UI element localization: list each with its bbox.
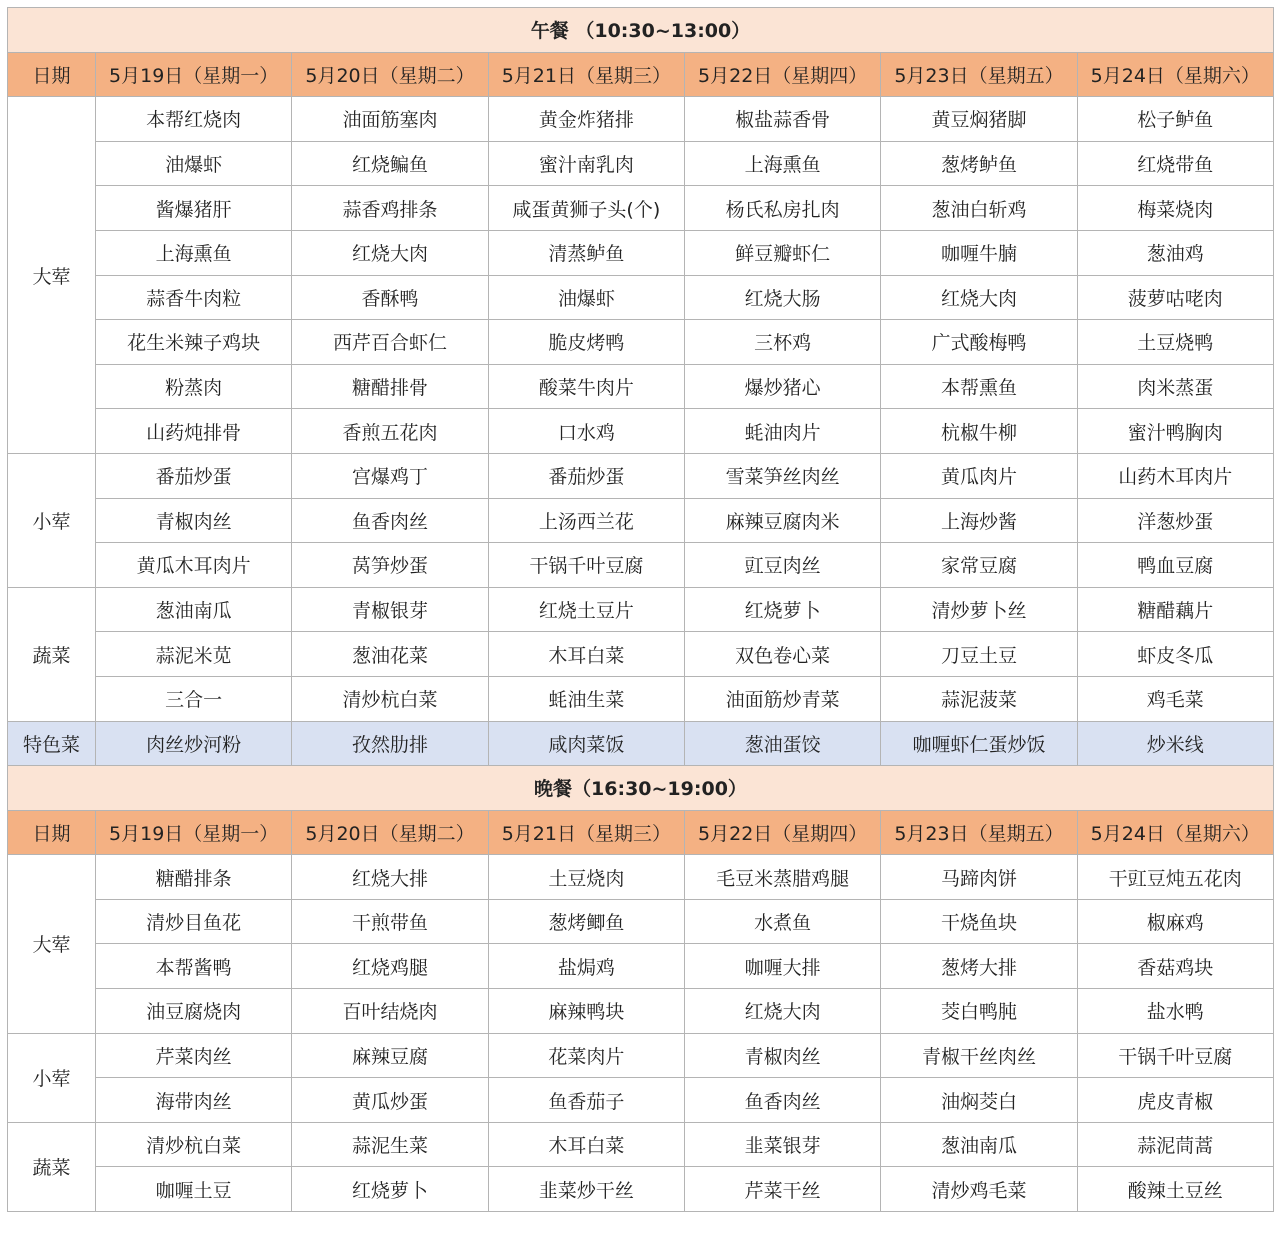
day-header: 5月21日（星期三） — [488, 52, 684, 97]
dish-cell: 木耳白菜 — [488, 1122, 684, 1167]
dish-cell: 清炒目鱼花 — [96, 899, 292, 944]
dish-cell: 盐焗鸡 — [488, 944, 684, 989]
dish-cell: 咖喱土豆 — [96, 1167, 292, 1212]
dish-cell: 梅菜烧肉 — [1077, 186, 1273, 231]
dish-cell: 香煎五花肉 — [292, 409, 488, 454]
dish-row — [8, 1078, 1274, 1123]
dish-cell: 木耳白菜 — [488, 632, 684, 677]
category-label: 大荤 — [8, 97, 96, 454]
dish-cell: 双色卷心菜 — [684, 632, 880, 677]
dish-cell: 本帮红烧肉 — [96, 97, 292, 142]
dish-row — [8, 855, 1274, 900]
dish-cell: 葱烤鲈鱼 — [881, 141, 1077, 186]
dish-cell: 口水鸡 — [488, 409, 684, 454]
dish-cell: 三杯鸡 — [684, 320, 880, 365]
dish-cell: 酸辣土豆丝 — [1077, 1167, 1273, 1212]
dish-cell: 上海熏鱼 — [684, 141, 880, 186]
dish-cell: 青椒干丝肉丝 — [881, 1033, 1077, 1078]
dish-cell: 红烧大肠 — [684, 275, 880, 320]
dish-cell: 三合一 — [96, 676, 292, 721]
dish-cell: 红烧大排 — [292, 855, 488, 900]
dish-cell: 清蒸鲈鱼 — [488, 230, 684, 275]
dish-cell: 广式酸梅鸭 — [881, 320, 1077, 365]
dish-cell: 红烧萝卜 — [292, 1167, 488, 1212]
dish-cell: 山药炖排骨 — [96, 409, 292, 454]
dinner-title-row — [8, 766, 1274, 811]
dish-cell: 红烧大肉 — [292, 230, 488, 275]
category-label: 小荤 — [8, 453, 96, 587]
dish-cell: 肉米蒸蛋 — [1077, 364, 1273, 409]
dish-cell: 咸肉菜饭 — [488, 721, 684, 766]
dish-cell: 麻辣豆腐 — [292, 1033, 488, 1078]
dish-cell: 虎皮青椒 — [1077, 1078, 1273, 1123]
dish-cell: 上海炒酱 — [881, 498, 1077, 543]
dish-cell: 蒜香鸡排条 — [292, 186, 488, 231]
dish-cell: 蒜泥生菜 — [292, 1122, 488, 1167]
dish-cell: 黄瓜木耳肉片 — [96, 543, 292, 588]
dish-cell: 葱油白斩鸡 — [881, 186, 1077, 231]
dish-row — [8, 498, 1274, 543]
day-header: 5月19日（星期一） — [96, 52, 292, 97]
dish-row — [8, 453, 1274, 498]
day-header: 5月23日（星期五） — [881, 810, 1077, 855]
dish-row — [8, 944, 1274, 989]
dish-cell: 本帮酱鸭 — [96, 944, 292, 989]
dish-cell: 红烧大肉 — [684, 989, 880, 1034]
day-header: 5月20日（星期二） — [292, 52, 488, 97]
dish-row — [8, 97, 1274, 142]
dish-cell: 干锅千叶豆腐 — [1077, 1033, 1273, 1078]
dish-row — [8, 587, 1274, 632]
dish-cell: 杭椒牛柳 — [881, 409, 1077, 454]
dish-cell: 马蹄肉饼 — [881, 855, 1077, 900]
dish-cell: 上汤西兰花 — [488, 498, 684, 543]
dish-cell: 干锅千叶豆腐 — [488, 543, 684, 588]
dish-cell: 干煎带鱼 — [292, 899, 488, 944]
dish-cell: 麻辣鸭块 — [488, 989, 684, 1034]
dish-row — [8, 320, 1274, 365]
dish-cell: 蒜泥菠菜 — [881, 676, 1077, 721]
dish-cell: 清炒杭白菜 — [96, 1122, 292, 1167]
dish-cell: 水煮鱼 — [684, 899, 880, 944]
dish-row — [8, 543, 1274, 588]
dish-cell: 香酥鸭 — [292, 275, 488, 320]
dish-cell: 海带肉丝 — [96, 1078, 292, 1123]
dish-cell: 蒜泥茼蒿 — [1077, 1122, 1273, 1167]
dish-cell: 家常豆腐 — [881, 543, 1077, 588]
day-header: 5月24日（星期六） — [1077, 52, 1273, 97]
dish-cell: 红烧土豆片 — [488, 587, 684, 632]
dish-cell: 油焖茭白 — [881, 1078, 1077, 1123]
dish-cell: 咖喱大排 — [684, 944, 880, 989]
dish-cell: 上海熏鱼 — [96, 230, 292, 275]
dish-cell: 干烧鱼块 — [881, 899, 1077, 944]
day-header: 5月22日（星期四） — [684, 810, 880, 855]
dish-row — [8, 364, 1274, 409]
category-label: 大荤 — [8, 855, 96, 1033]
dish-cell: 菠萝咕咾肉 — [1077, 275, 1273, 320]
dish-row — [8, 676, 1274, 721]
dish-cell: 香菇鸡块 — [1077, 944, 1273, 989]
dish-cell: 鸡毛菜 — [1077, 676, 1273, 721]
dish-cell: 山药木耳肉片 — [1077, 453, 1273, 498]
dish-cell: 青椒银芽 — [292, 587, 488, 632]
dish-cell: 豇豆肉丝 — [684, 543, 880, 588]
dish-cell: 茭白鸭肫 — [881, 989, 1077, 1034]
dish-cell: 椒盐蒜香骨 — [684, 97, 880, 142]
dish-cell: 清炒杭白菜 — [292, 676, 488, 721]
dish-row — [8, 186, 1274, 231]
dish-cell: 红烧鸡腿 — [292, 944, 488, 989]
dish-cell: 鱼香肉丝 — [684, 1078, 880, 1123]
dish-cell: 干豇豆炖五花肉 — [1077, 855, 1273, 900]
category-label: 蔬菜 — [8, 587, 96, 721]
dish-cell: 花菜肉片 — [488, 1033, 684, 1078]
dish-cell: 油爆虾 — [96, 141, 292, 186]
dish-row — [8, 141, 1274, 186]
dish-cell: 肉丝炒河粉 — [96, 721, 292, 766]
dish-cell: 椒麻鸡 — [1077, 899, 1273, 944]
day-header: 5月21日（星期三） — [488, 810, 684, 855]
lunch-title-row — [8, 8, 1274, 53]
dish-row — [8, 230, 1274, 275]
dish-cell: 鱼香茄子 — [488, 1078, 684, 1123]
dish-cell: 粉蒸肉 — [96, 364, 292, 409]
dish-cell: 土豆烧鸭 — [1077, 320, 1273, 365]
dish-row — [8, 899, 1274, 944]
dish-cell: 葱油南瓜 — [881, 1122, 1077, 1167]
dish-cell: 黄瓜肉片 — [881, 453, 1077, 498]
dish-cell: 清炒鸡毛菜 — [881, 1167, 1077, 1212]
dish-cell: 蜜汁南乳肉 — [488, 141, 684, 186]
dish-cell: 糖醋藕片 — [1077, 587, 1273, 632]
dish-cell: 西芹百合虾仁 — [292, 320, 488, 365]
dish-row — [8, 721, 1274, 766]
dish-cell: 宫爆鸡丁 — [292, 453, 488, 498]
dish-cell: 蚝油肉片 — [684, 409, 880, 454]
dish-cell: 葱油南瓜 — [96, 587, 292, 632]
dish-cell: 葱油鸡 — [1077, 230, 1273, 275]
dish-cell: 清炒萝卜丝 — [881, 587, 1077, 632]
dish-cell: 红烧带鱼 — [1077, 141, 1273, 186]
date-label: 日期 — [8, 52, 96, 97]
dish-cell: 花生米辣子鸡块 — [96, 320, 292, 365]
lunch-header-row — [8, 52, 1274, 97]
dish-cell: 毛豆米蒸腊鸡腿 — [684, 855, 880, 900]
dish-cell: 鸭血豆腐 — [1077, 543, 1273, 588]
dish-cell: 油豆腐烧肉 — [96, 989, 292, 1034]
dish-cell: 韭菜银芽 — [684, 1122, 880, 1167]
dish-cell: 脆皮烤鸭 — [488, 320, 684, 365]
dish-cell: 爆炒猪心 — [684, 364, 880, 409]
day-header: 5月22日（星期四） — [684, 52, 880, 97]
dish-cell: 孜然肋排 — [292, 721, 488, 766]
dish-cell: 芹菜干丝 — [684, 1167, 880, 1212]
dish-row — [8, 1167, 1274, 1212]
dish-cell: 蜜汁鸭胸肉 — [1077, 409, 1273, 454]
dish-cell: 油面筋炒青菜 — [684, 676, 880, 721]
day-header: 5月19日（星期一） — [96, 810, 292, 855]
category-label: 蔬菜 — [8, 1122, 96, 1211]
dish-cell: 葱烤鲫鱼 — [488, 899, 684, 944]
dish-cell: 葱油花菜 — [292, 632, 488, 677]
lunch-title: 午餐 （10:30~13:00） — [8, 8, 1274, 53]
dish-row — [8, 632, 1274, 677]
dish-cell: 麻辣豆腐肉米 — [684, 498, 880, 543]
date-label: 日期 — [8, 810, 96, 855]
category-label: 小荤 — [8, 1033, 96, 1122]
dish-cell: 黄瓜炒蛋 — [292, 1078, 488, 1123]
dish-cell: 洋葱炒蛋 — [1077, 498, 1273, 543]
dish-cell: 葱油蛋饺 — [684, 721, 880, 766]
dish-cell: 葱烤大排 — [881, 944, 1077, 989]
dish-cell: 黄豆焖猪脚 — [881, 97, 1077, 142]
menu-table — [7, 7, 1274, 1212]
dish-cell: 松子鲈鱼 — [1077, 97, 1273, 142]
dish-cell: 韭菜炒干丝 — [488, 1167, 684, 1212]
dish-cell: 百叶结烧肉 — [292, 989, 488, 1034]
dish-cell: 番茄炒蛋 — [96, 453, 292, 498]
dish-cell: 雪菜笋丝肉丝 — [684, 453, 880, 498]
dish-cell: 糖醋排条 — [96, 855, 292, 900]
dish-cell: 蒜泥米苋 — [96, 632, 292, 677]
dish-cell: 蚝油生菜 — [488, 676, 684, 721]
dish-cell: 鱼香肉丝 — [292, 498, 488, 543]
dish-cell: 油爆虾 — [488, 275, 684, 320]
dish-row — [8, 1122, 1274, 1167]
dish-row — [8, 989, 1274, 1034]
dish-cell: 红烧大肉 — [881, 275, 1077, 320]
category-label: 特色菜 — [8, 721, 96, 766]
dish-cell: 本帮熏鱼 — [881, 364, 1077, 409]
dish-cell: 炒米线 — [1077, 721, 1273, 766]
day-header: 5月20日（星期二） — [292, 810, 488, 855]
dish-cell: 芹菜肉丝 — [96, 1033, 292, 1078]
dish-row — [8, 1033, 1274, 1078]
dish-row — [8, 275, 1274, 320]
dish-cell: 油面筋塞肉 — [292, 97, 488, 142]
dish-cell: 红烧萝卜 — [684, 587, 880, 632]
dish-cell: 杨氏私房扎肉 — [684, 186, 880, 231]
dish-cell: 咸蛋黄狮子头(个) — [488, 186, 684, 231]
dish-cell: 虾皮冬瓜 — [1077, 632, 1273, 677]
dish-cell: 黄金炸猪排 — [488, 97, 684, 142]
dish-cell: 土豆烧肉 — [488, 855, 684, 900]
day-header: 5月24日（星期六） — [1077, 810, 1273, 855]
dish-cell: 蒜香牛肉粒 — [96, 275, 292, 320]
dish-cell: 青椒肉丝 — [96, 498, 292, 543]
dinner-title: 晚餐（16:30~19:00） — [8, 766, 1274, 811]
dish-cell: 盐水鸭 — [1077, 989, 1273, 1034]
dish-cell: 咖喱牛腩 — [881, 230, 1077, 275]
dish-cell: 酱爆猪肝 — [96, 186, 292, 231]
day-header: 5月23日（星期五） — [881, 52, 1077, 97]
dish-cell: 青椒肉丝 — [684, 1033, 880, 1078]
dish-cell: 红烧鳊鱼 — [292, 141, 488, 186]
dish-cell: 莴笋炒蛋 — [292, 543, 488, 588]
dish-cell: 鲜豆瓣虾仁 — [684, 230, 880, 275]
dish-cell: 刀豆土豆 — [881, 632, 1077, 677]
dish-row — [8, 409, 1274, 454]
dish-cell: 糖醋排骨 — [292, 364, 488, 409]
dish-cell: 咖喱虾仁蛋炒饭 — [881, 721, 1077, 766]
dish-cell: 酸菜牛肉片 — [488, 364, 684, 409]
dinner-header-row — [8, 810, 1274, 855]
dish-cell: 番茄炒蛋 — [488, 453, 684, 498]
